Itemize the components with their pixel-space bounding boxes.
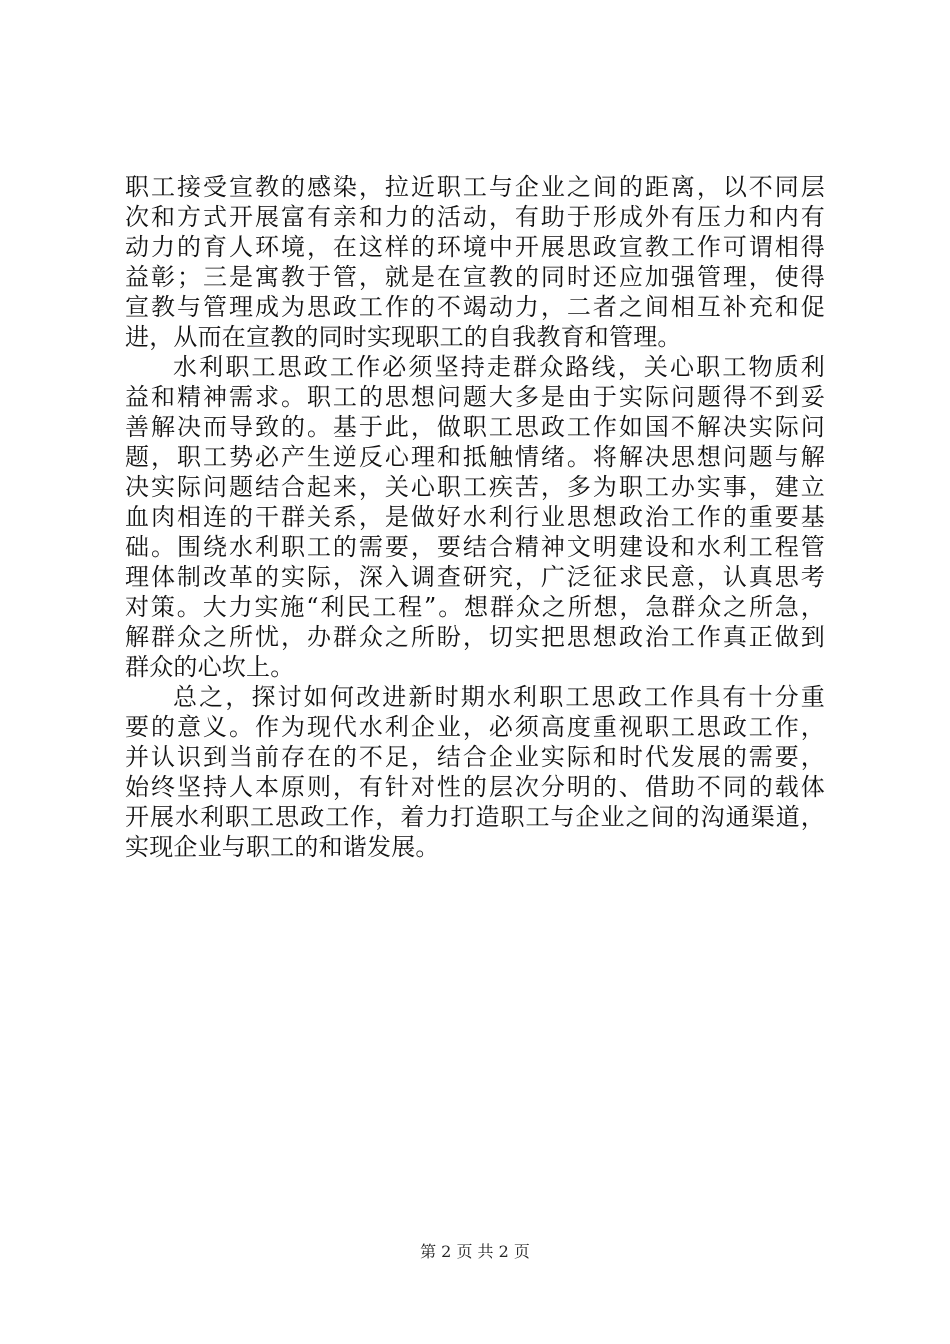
text-line: 益和精神需求。职工的思想问题大多是由于实际问题得不到妥 <box>125 383 825 411</box>
text-line: 开展水利职工思政工作，着力打造职工与企业之间的沟通渠道， <box>125 803 825 831</box>
text-line: 并认识到当前存在的不足，结合企业实际和时代发展的需要， <box>125 743 825 771</box>
paragraph-start-line: 水利职工思政工作必须坚持走群众路线，关心职工物质利 <box>173 353 825 381</box>
text-line: 血肉相连的干群关系，是做好水利行业思想政治工作的重要基 <box>125 503 825 531</box>
text-line: 实现企业与职工的和谐发展。 <box>125 833 440 861</box>
text-line: 动力的育人环境，在这样的环境中开展思政宣教工作可谓相得 <box>125 233 825 261</box>
body-text <box>125 172 825 862</box>
text-line: 益彰；三是寓教于管，就是在宣教的同时还应加强管理，使得 <box>125 263 825 291</box>
text-line: 决实际问题结合起来，关心职工疾苦，多为职工办实事，建立 <box>125 473 825 501</box>
text-line: 理体制改革的实际，深入调查研究，广泛征求民意，认真思考 <box>125 563 825 591</box>
text-line: 职工接受宣教的感染，拉近职工与企业之间的距离，以不同层 <box>125 173 825 201</box>
text-line: 题，职工势必产生逆反心理和抵触情绪。将解决思想问题与解 <box>125 443 825 471</box>
text-line: 对策。大力实施“利民工程”。想群众之所想，急群众之所急， <box>125 593 825 621</box>
text-line: 群众的心坎上。 <box>125 653 295 681</box>
page-footer: 第 2 页 共 2 页 <box>420 1242 530 1261</box>
paragraph-start-line: 总之，探讨如何改进新时期水利职工思政工作具有十分重 <box>173 683 825 711</box>
text-line: 进，从而在宣教的同时实现职工的自我教育和管理。 <box>125 323 682 351</box>
text-line: 次和方式开展富有亲和力的活动，有助于形成外有压力和内有 <box>125 203 825 231</box>
text-line: 宣教与管理成为思政工作的不竭动力，二者之间相互补充和促 <box>125 293 825 321</box>
text-line: 善解决而导致的。基于此，做职工思政工作如国不解决实际问 <box>125 413 825 441</box>
text-line: 础。围绕水利职工的需要，要结合精神文明建设和水利工程管 <box>125 533 825 561</box>
text-line: 解群众之所忧，办群众之所盼，切实把思想政治工作真正做到 <box>125 623 825 651</box>
text-line: 始终坚持人本原则，有针对性的层次分明的、借助不同的载体 <box>125 773 825 801</box>
text-line: 要的意义。作为现代水利企业，必须高度重视职工思政工作， <box>125 713 825 741</box>
